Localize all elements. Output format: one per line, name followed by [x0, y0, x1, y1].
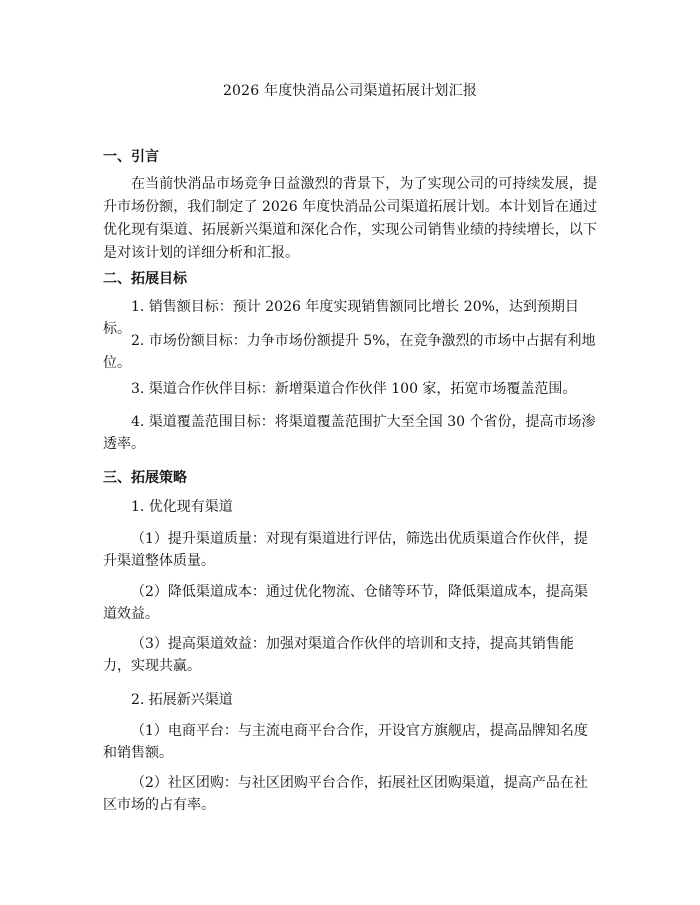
strategy-item-efficiency: （3）提高渠道效益：加强对渠道合作伙伴的培训和支持，提高其销售能力，实现共赢。	[103, 636, 574, 674]
strategy-item-ecommerce: （1）电商平台：与主流电商平台合作，开设官方旗舰店，提高品牌知名度和销售额。	[103, 723, 588, 761]
goal-item-partners: 3. 渠道合作伙伴目标：新增渠道合作伙伴 100 家，拓宽市场覆盖范围。	[131, 381, 577, 397]
subsection-title-optimize: 1. 优化现有渠道	[131, 499, 233, 515]
section-heading-strategies: 三、拓展策略	[103, 470, 187, 486]
section-heading-goals: 二、拓展目标	[103, 271, 187, 287]
goal-item-sales: 1. 销售额目标：预计 2026 年度实现销售额同比增长 20%，达到预期目标。	[103, 299, 579, 337]
goal-item-market-share: 2. 市场份额目标：力争市场份额提升 5%，在竞争激烈的市场中占据有利地位。	[103, 333, 596, 371]
strategy-item-community-group-buying: （2）社区团购：与社区团购平台合作，拓展社区团购渠道，提高产品在社区市场的占有率。	[103, 775, 588, 813]
subsection-title-emerging: 2. 拓展新兴渠道	[131, 692, 233, 708]
section-heading-introduction: 一、引言	[103, 149, 159, 165]
introduction-paragraph: 在当前快消品市场竞争日益激烈的背景下，为了实现公司的可持续发展，提升市场份额，我们制定了 2026 年度快消品公司渠道拓展计划。本计划旨在通过优化现有渠道、拓展新兴渠道和深化合作，实现公司销售业绩的持续增长，以下是对该计划的详细分析和汇报。	[103, 176, 597, 261]
goal-item-coverage: 4. 渠道覆盖范围目标：将渠道覆盖范围扩大至全国 30 个省份，提高市场渗透率。	[103, 414, 596, 452]
strategy-item-quality: （1）提升渠道质量：对现有渠道进行评估，筛选出优质渠道合作伙伴，提升渠道整体质量。	[103, 531, 588, 569]
document-title: 2026 年度快消品公司渠道拓展计划汇报	[222, 83, 478, 99]
strategy-item-cost: （2）降低渠道成本：通过优化物流、仓储等环节，降低渠道成本，提高渠道效益。	[103, 584, 588, 622]
